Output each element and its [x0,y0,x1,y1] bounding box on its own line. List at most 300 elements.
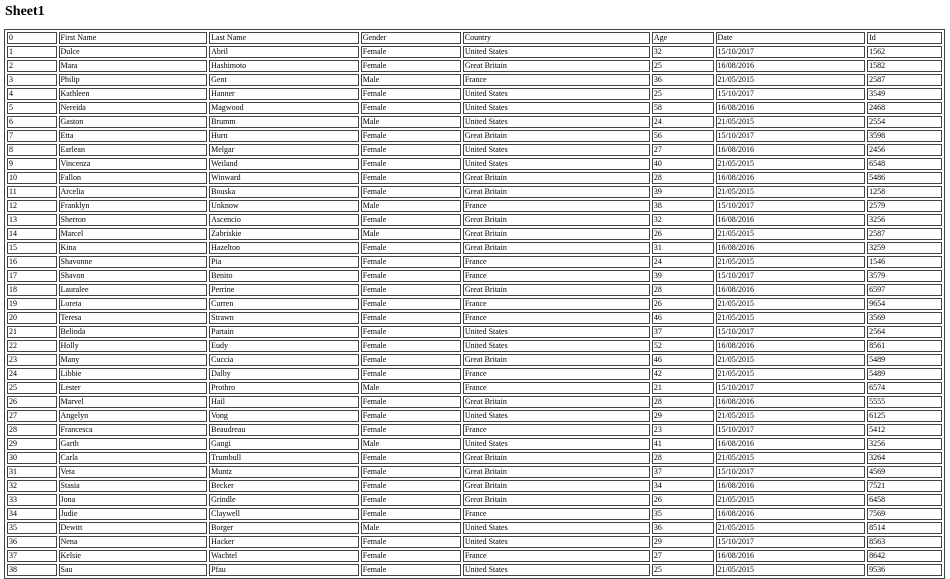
table-cell: Female [361,256,461,268]
table-cell: France [463,368,650,380]
table-cell: 36 [652,74,714,86]
table-row [7,270,942,282]
table-cell: 21/05/2015 [716,564,866,576]
table-cell: 2564 [867,326,942,338]
table-cell: 13 [7,214,57,226]
table-cell: 58 [652,102,714,114]
table-row [7,564,942,576]
table-cell: United States [463,564,650,576]
table-cell: 15 [7,242,57,254]
table-cell: 46 [652,354,714,366]
table-cell: 16/08/2016 [716,550,866,562]
table-cell: 25 [652,564,714,576]
table-cell: Judie [59,508,208,520]
table-cell: Great Britain [463,284,650,296]
table-cell: Trumbull [209,452,359,464]
table-cell: 19 [7,298,57,310]
table-cell: Female [361,536,461,548]
table-cell: Hail [209,396,359,408]
table-cell: Muntz [209,466,359,478]
table-cell: 36 [652,522,714,534]
table-row [7,494,942,506]
table-cell: 8561 [867,340,942,352]
table-cell: 6548 [867,158,942,170]
table-cell: 37 [652,326,714,338]
table-cell: Female [361,312,461,324]
table-cell: 21/05/2015 [716,494,866,506]
header-cell: Last Name [209,32,359,44]
table-cell: 28 [652,396,714,408]
table-cell: Female [361,60,461,72]
table-cell: Arcelia [59,186,208,198]
table-cell: 3569 [867,312,942,324]
table-cell: 30 [7,452,57,464]
table-cell: Benito [209,270,359,282]
table-cell: Dulce [59,46,208,58]
table-cell: Great Britain [463,60,650,72]
table-cell: United States [463,144,650,156]
table-cell: Lester [59,382,208,394]
table-cell: Wachtel [209,550,359,562]
table-cell: Sherron [59,214,208,226]
table-cell: Melgar [209,144,359,156]
header-cell: Id [867,32,942,44]
table-cell: 28 [652,172,714,184]
table-cell: 16 [7,256,57,268]
table-cell: 5486 [867,172,942,184]
table-cell: 6597 [867,284,942,296]
table-cell: 16/08/2016 [716,508,866,520]
table-cell: Bouska [209,186,359,198]
table-cell: 26 [652,228,714,240]
table-cell: Sau [59,564,208,576]
table-row [7,326,942,338]
table-cell: Female [361,242,461,254]
table-cell: France [463,74,650,86]
table-cell: 17 [7,270,57,282]
table-row [7,242,942,254]
table-cell: Female [361,340,461,352]
table-cell: Claywell [209,508,359,520]
table-cell: Magwood [209,102,359,114]
header-cell: Country [463,32,650,44]
table-cell: Female [361,354,461,366]
table-row [7,60,942,72]
table-cell: France [463,270,650,282]
table-cell: 42 [652,368,714,380]
table-cell: 26 [652,298,714,310]
table-cell: Male [361,382,461,394]
table-cell: United States [463,522,650,534]
table-row [7,256,942,268]
table-row [7,522,942,534]
table-cell: 16/08/2016 [716,438,866,450]
table-cell: Zabriskie [209,228,359,240]
table-cell: 28 [652,452,714,464]
table-cell: Beaudreau [209,424,359,436]
table-cell: France [463,424,650,436]
table-cell: Belinda [59,326,208,338]
table-cell: Dalby [209,368,359,380]
table-row [7,214,942,226]
table-cell: 16/08/2016 [716,242,866,254]
table-cell: 3264 [867,452,942,464]
table-cell: 35 [652,508,714,520]
table-cell: Many [59,354,208,366]
table-cell: Abril [209,46,359,58]
table-cell: Great Britain [463,130,650,142]
table-cell: 7 [7,130,57,142]
table-cell: Great Britain [463,452,650,464]
table-cell: 34 [652,480,714,492]
table-cell: 16/08/2016 [716,144,866,156]
table-cell: Great Britain [463,214,650,226]
table-cell: 6574 [867,382,942,394]
table-cell: 40 [652,158,714,170]
table-cell: 16/08/2016 [716,340,866,352]
table-cell: 23 [652,424,714,436]
table-cell: Cuccia [209,354,359,366]
table-cell: 21/05/2015 [716,368,866,380]
table-cell: Female [361,172,461,184]
table-cell: 28 [7,424,57,436]
table-cell: France [463,312,650,324]
table-cell: Gent [209,74,359,86]
table-cell: France [463,200,650,212]
table-cell: 16/08/2016 [716,60,866,72]
table-cell: 21/05/2015 [716,186,866,198]
table-cell: 21/05/2015 [716,228,866,240]
table-cell: France [463,298,650,310]
table-cell: Shavonne [59,256,208,268]
table-cell: 31 [7,466,57,478]
table-cell: Borger [209,522,359,534]
table-cell: 15/10/2017 [716,88,866,100]
table-cell: 9 [7,158,57,170]
table-cell: 1546 [867,256,942,268]
table-cell: 24 [652,116,714,128]
table-cell: 21/05/2015 [716,298,866,310]
table-cell: Hanner [209,88,359,100]
table-cell: 8 [7,144,57,156]
table-cell: 6125 [867,410,942,422]
table-cell: Female [361,46,461,58]
table-row [7,550,942,562]
table-row [7,88,942,100]
table-cell: Female [361,452,461,464]
table-cell: Female [361,508,461,520]
table-cell: 6 [7,116,57,128]
table-cell: 21 [7,326,57,338]
table-cell: 3598 [867,130,942,142]
table-cell: Teresa [59,312,208,324]
table-row [7,508,942,520]
table-cell: Female [361,466,461,478]
table-cell: 21/05/2015 [716,116,866,128]
table-cell: 5489 [867,354,942,366]
table-row [7,536,942,548]
table-cell: 1582 [867,60,942,72]
table-row [7,480,942,492]
table-cell: Etta [59,130,208,142]
table-row [7,172,942,184]
table-cell: Jona [59,494,208,506]
table-cell: Eudy [209,340,359,352]
table-cell: 14 [7,228,57,240]
table-cell: 32 [7,480,57,492]
table-cell: Mara [59,60,208,72]
table-cell: Gaston [59,116,208,128]
table-row [7,438,942,450]
table-cell: Female [361,270,461,282]
table-cell: 15/10/2017 [716,200,866,212]
table-cell: 4 [7,88,57,100]
table-cell: Female [361,144,461,156]
table-cell: Female [361,88,461,100]
table-row [7,410,942,422]
table-cell: Curren [209,298,359,310]
table-cell: Loreta [59,298,208,310]
table-cell: United States [463,536,650,548]
table-cell: 1 [7,46,57,58]
table-cell: France [463,508,650,520]
table-cell: 6458 [867,494,942,506]
table-cell: Kelsie [59,550,208,562]
table-row [7,312,942,324]
table-row [7,284,942,296]
table-cell: Kathleen [59,88,208,100]
table-row [7,466,942,478]
table-cell: 38 [7,564,57,576]
table-cell: 2554 [867,116,942,128]
table-cell: 39 [652,270,714,282]
table-cell: Pia [209,256,359,268]
table-cell: Hurn [209,130,359,142]
header-cell: Gender [361,32,461,44]
table-cell: Great Britain [463,466,650,478]
header-cell: Date [716,32,866,44]
table-cell: 34 [7,508,57,520]
table-cell: Female [361,480,461,492]
table-cell: 21/05/2015 [716,452,866,464]
table-cell: 12 [7,200,57,212]
table-cell: 2 [7,60,57,72]
table-cell: 27 [652,144,714,156]
table-cell: 21/05/2015 [716,312,866,324]
table-row [7,298,942,310]
table-cell: 35 [7,522,57,534]
table-cell: 16/08/2016 [716,214,866,226]
table-cell: 9536 [867,564,942,576]
table-cell: Female [361,326,461,338]
table-cell: 2456 [867,144,942,156]
table-cell: Great Britain [463,354,650,366]
table-row [7,102,942,114]
table-cell: 15/10/2017 [716,424,866,436]
table-cell: Dewitt [59,522,208,534]
table-cell: 15/10/2017 [716,270,866,282]
table-cell: Kina [59,242,208,254]
table-cell: 16/08/2016 [716,284,866,296]
table-cell: 15/10/2017 [716,326,866,338]
table-cell: Pfau [209,564,359,576]
table-cell: 11 [7,186,57,198]
table-cell: Hazelton [209,242,359,254]
table-row [7,354,942,366]
table-cell: United States [463,326,650,338]
table-cell: Great Britain [463,242,650,254]
table-cell: 20 [7,312,57,324]
table-cell: 21/05/2015 [716,522,866,534]
table-cell: 46 [652,312,714,324]
table-cell: 37 [7,550,57,562]
table-cell: 41 [652,438,714,450]
table-cell: Nereida [59,102,208,114]
table-cell: 16/08/2016 [716,102,866,114]
header-cell: 0 [7,32,57,44]
table-cell: United States [463,438,650,450]
table-cell: 3 [7,74,57,86]
table-cell: Female [361,368,461,380]
table-cell: 3256 [867,438,942,450]
table-cell: Ascencio [209,214,359,226]
table-cell: 29 [652,536,714,548]
table-row [7,116,942,128]
table-cell: 21/05/2015 [716,74,866,86]
table-cell: Grindle [209,494,359,506]
table-cell: 23 [7,354,57,366]
table-cell: 21/05/2015 [716,410,866,422]
table-cell: Lauralee [59,284,208,296]
table-cell: Earlean [59,144,208,156]
table-cell: 26 [7,396,57,408]
table-cell: 37 [652,466,714,478]
table-cell: 8642 [867,550,942,562]
table-cell: 15/10/2017 [716,466,866,478]
header-row [7,32,942,44]
table-cell: 22 [7,340,57,352]
table-cell: 15/10/2017 [716,46,866,58]
table-cell: Franklyn [59,200,208,212]
table-cell: Female [361,564,461,576]
table-cell: 15/10/2017 [716,130,866,142]
table-cell: Becker [209,480,359,492]
table-cell: 16/08/2016 [716,396,866,408]
table-cell: Veta [59,466,208,478]
table-cell: Male [361,116,461,128]
table-cell: 21/05/2015 [716,256,866,268]
table-cell: 10 [7,172,57,184]
table-cell: 21/05/2015 [716,158,866,170]
table-cell: United States [463,340,650,352]
sheet-title: Sheet1 [5,4,45,19]
table-cell: 8563 [867,536,942,548]
table-cell: 29 [652,410,714,422]
table-cell: 27 [7,410,57,422]
table-cell: Philip [59,74,208,86]
table-cell: Male [361,522,461,534]
table-cell: 28 [652,284,714,296]
table-cell: Stasia [59,480,208,492]
header-cell: First Name [59,32,208,44]
table-cell: Female [361,396,461,408]
table-cell: Female [361,410,461,422]
table-cell: Great Britain [463,228,650,240]
table-cell: 25 [7,382,57,394]
table-cell: 9654 [867,298,942,310]
table-cell: Female [361,550,461,562]
table-cell: Vincenza [59,158,208,170]
table-row [7,130,942,142]
header-cell: Age [652,32,714,44]
table-cell: 1562 [867,46,942,58]
table-cell: 15/10/2017 [716,536,866,548]
table-row [7,74,942,86]
table-cell: 8514 [867,522,942,534]
table-cell: France [463,550,650,562]
table-cell: France [463,256,650,268]
table-cell: Francesca [59,424,208,436]
table-row [7,186,942,198]
table-cell: 3549 [867,88,942,100]
table-cell: Shavon [59,270,208,282]
table-cell: 5412 [867,424,942,436]
table-row [7,200,942,212]
table-cell: Female [361,214,461,226]
table-row [7,46,942,58]
table-cell: Great Britain [463,172,650,184]
table-cell: Weiland [209,158,359,170]
table-cell: 2468 [867,102,942,114]
table-cell: Male [361,438,461,450]
table-cell: Male [361,200,461,212]
table-cell: France [463,382,650,394]
table-cell: Gangi [209,438,359,450]
table-cell: Perrine [209,284,359,296]
table-cell: Carla [59,452,208,464]
table-cell: Female [361,284,461,296]
table-cell: 33 [7,494,57,506]
table-cell: 3579 [867,270,942,282]
table-cell: 2587 [867,228,942,240]
table-cell: Hacker [209,536,359,548]
table-body [7,32,942,576]
table-cell: Garth [59,438,208,450]
table-cell: 5 [7,102,57,114]
table-cell: Winward [209,172,359,184]
table-cell: 7569 [867,508,942,520]
table-cell: 2579 [867,200,942,212]
table-cell: 3259 [867,242,942,254]
table-cell: 29 [7,438,57,450]
table-cell: Male [361,228,461,240]
table-row [7,452,942,464]
table-cell: 26 [652,494,714,506]
table-row [7,424,942,436]
table-cell: 32 [652,214,714,226]
table-cell: Nena [59,536,208,548]
table-cell: 25 [652,60,714,72]
table-cell: United States [463,116,650,128]
table-cell: 24 [652,256,714,268]
table-cell: 36 [7,536,57,548]
table-cell: Holly [59,340,208,352]
table-cell: Great Britain [463,396,650,408]
table-cell: United States [463,88,650,100]
table-cell: United States [463,410,650,422]
table-cell: 5555 [867,396,942,408]
table-cell: Great Britain [463,494,650,506]
